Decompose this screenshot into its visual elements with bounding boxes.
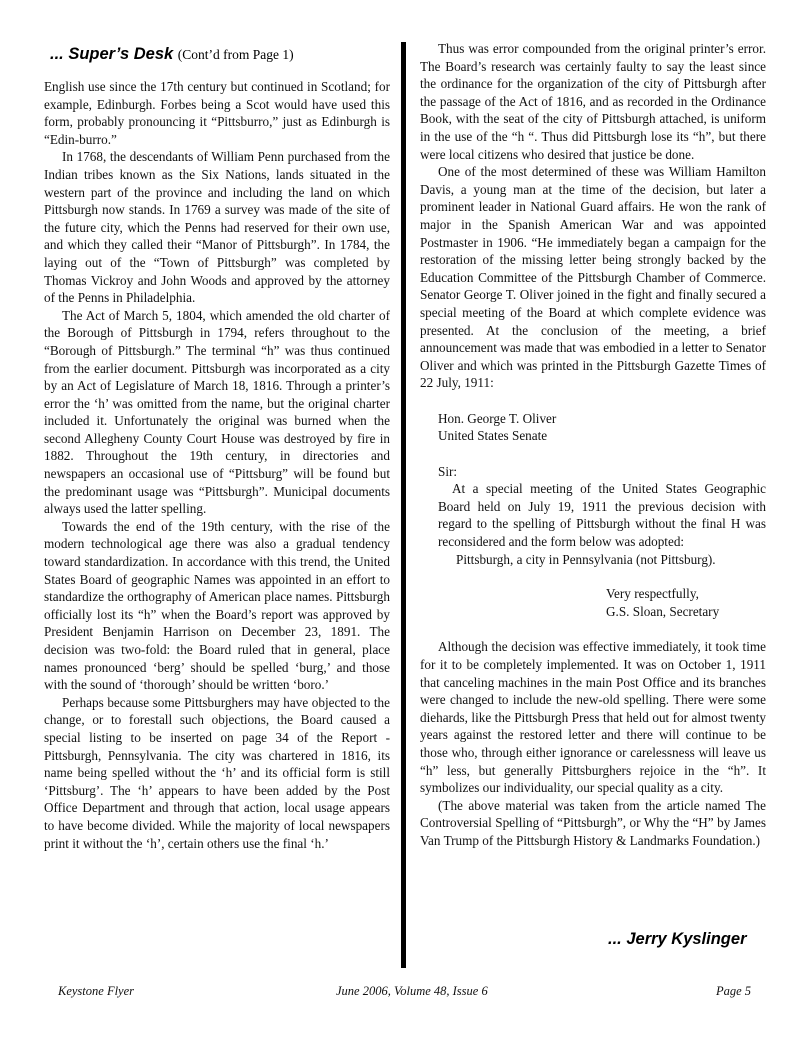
footer-page-number: Page 5 bbox=[716, 984, 752, 998]
paragraph: In 1768, the descendants of William Penn purchased from the Indian tribes known as the Six Nations, lands situated in the western part of the province and including the land on which Pittsburgh now stands. In 1769 a survey was made of the site of the future city, which the Penns had reserved for their own use, and which they called their “Manor of Pittsburgh”. In 1784, the laying out of the “Town of Pittsburgh” was completed by Thomas Vickroy and John Woods and approved by the attorney of the Penns in Philadelphia. bbox=[44, 149, 390, 306]
letter-addressee-name: Hon. George T. Oliver bbox=[438, 410, 557, 426]
quoted-letter bbox=[438, 410, 766, 621]
author-signature: ... Jerry Kyslinger bbox=[608, 930, 747, 948]
paragraph: Perhaps because some Pittsburghers may have objected to the change, or to forestall such objections, the Board caused a special listing to be inserted on page 34 of the Report - Pittsburgh, Pennsylvania. The city was chartered in 1816, its name being spelled without the ‘h’ and its official form is still ‘Pittsburg’. The ‘h’ appears to have been added by the Post Office Department and through that action, local usage appears to have become divided. While the majority of local newspapers print it without the ‘h’, certain others use the final ‘h.’ bbox=[44, 694, 390, 851]
letter-adopted-form: Pittsburgh, a city in Pennsylvania (not Pittsburg). bbox=[456, 551, 716, 567]
letter-addressee-title: United States Senate bbox=[438, 428, 548, 444]
section-heading bbox=[50, 45, 294, 64]
heading-continuation: (Cont’d from Page 1) bbox=[177, 47, 294, 62]
letter-closing-text: Very respectfully, bbox=[606, 586, 699, 602]
paragraph: Towards the end of the 19th century, with the rise of the modern technological age there was also a gradual tendency toward standardization. In accordance with this trend, the United States Board of geographic Names was appointed in an effort to standardize the orthography of American place names. Pittsburgh officially lost its “h” when the Board’s report was approved by President Benjamin Harrison on December 23, 1891. The decision was two-fold: the Board ruled that in general, place names pronounced ‘berg’ should be spelled ‘burg,’ and those with the sound of ‘thorough’ should be written ‘boro.’ bbox=[44, 518, 390, 693]
closing-paragraphs bbox=[420, 638, 766, 849]
paragraph: (The above material was taken from the article named The Controversial Spelling of “Pittsburgh”, or Why the “H” by James Van Trump of the Pittsburgh History & Landmarks Foundation.) bbox=[420, 797, 766, 848]
left-column bbox=[44, 78, 390, 852]
paragraph: Thus was error compounded from the original printer’s error. The Board’s research was certainly faulty to say the least since the ordinance for the organization of the city of Pittsburgh after the passage of the Act of 1816, and as recorded in the Ordinance Book, with the seat of the city of Pittsburgh attached, is uniform in the use of the “h “. Thus did Pittsburgh lose its “h”, but there were local citizens who desired that justice be done. bbox=[420, 41, 766, 162]
footer-publication: Keystone Flyer bbox=[58, 984, 135, 998]
right-column bbox=[420, 40, 766, 850]
footer-issue: June 2006, Volume 48, Issue 6 bbox=[336, 984, 488, 998]
paragraph: One of the most determined of these was William Hamilton Davis, a young man at the time of the decision, but later a prominent leader in National Guard affairs. He won the rank of major in the Spanish American War and was appointed Postmaster in 1906. “He immediately began a campaign for the restoration of the missing letter being strongly backed by the Education Committee of the Pittsburgh Chamber of Commerce. Senator George T. Oliver joined in the fight and finally secured a special meeting of the Board at which complete evidence was presented. At the conclusion of the meeting, a brief announcement was made that was embodied in a letter to Senator Oliver and which was printed in the Pittsburgh Gazette Times of 22 July, 1911: bbox=[420, 164, 766, 391]
paragraph: English use since the 17th century but continued in Scotland; for example, Edinburgh. Forbes being a Scot would have used this form, probably pronouncing it “Pittsburro,” just as Edinburgh is “Edin-burro.” bbox=[44, 79, 390, 147]
paragraph: The Act of March 5, 1804, which amended the old charter of the Borough of Pittsburgh in 1794, refers throughout to the “Borough of Pittsburgh.” The terminal “h” was thus continued from the earlier document. Pittsburgh was incorporated as a city by an Act of Legislature of March 18, 1816. Through a printer’s error the ‘h’ was omitted from the name, but the original charter included it. Unfortunately the original was burned when the second Allegheny County Court House was destroyed by fire in 1882. Throughout the 19th century, in directories and newspapers an occasional use of “Pittsburg” will be found but the predominant usage was “Pittsburgh”. Municipal documents always used the latter spelling. bbox=[44, 307, 390, 517]
letter-salutation: Sir: bbox=[438, 463, 458, 479]
letter-closing bbox=[606, 585, 766, 620]
letter-signature: G.S. Sloan, Secretary bbox=[606, 603, 720, 619]
letter-body: At a special meeting of the United States Geographic Board held on July 19, 1911 the previous decision with regard to the spelling of Pittsburgh without the final H was reconsidered and the form below was adopted: bbox=[438, 481, 766, 550]
heading-title: ... Super’s Desk bbox=[50, 45, 174, 63]
column-divider bbox=[401, 42, 406, 968]
paragraph: Although the decision was effective immediately, it took time for it to be completely implemented. It was on October 1, 1911 that canceling machines in the main Post Office and its branches were changed to include the new-old spelling. There were some diehards, like the Pittsburgh Press that held out for almost twenty years against the restored letter and there will continue to be those who, through either ignorance or carelessness will leave us “h” less, but generally Pittsburghers rejoice in the “h”. It symbolizes our individuality, our special quality as a city. bbox=[420, 639, 766, 796]
